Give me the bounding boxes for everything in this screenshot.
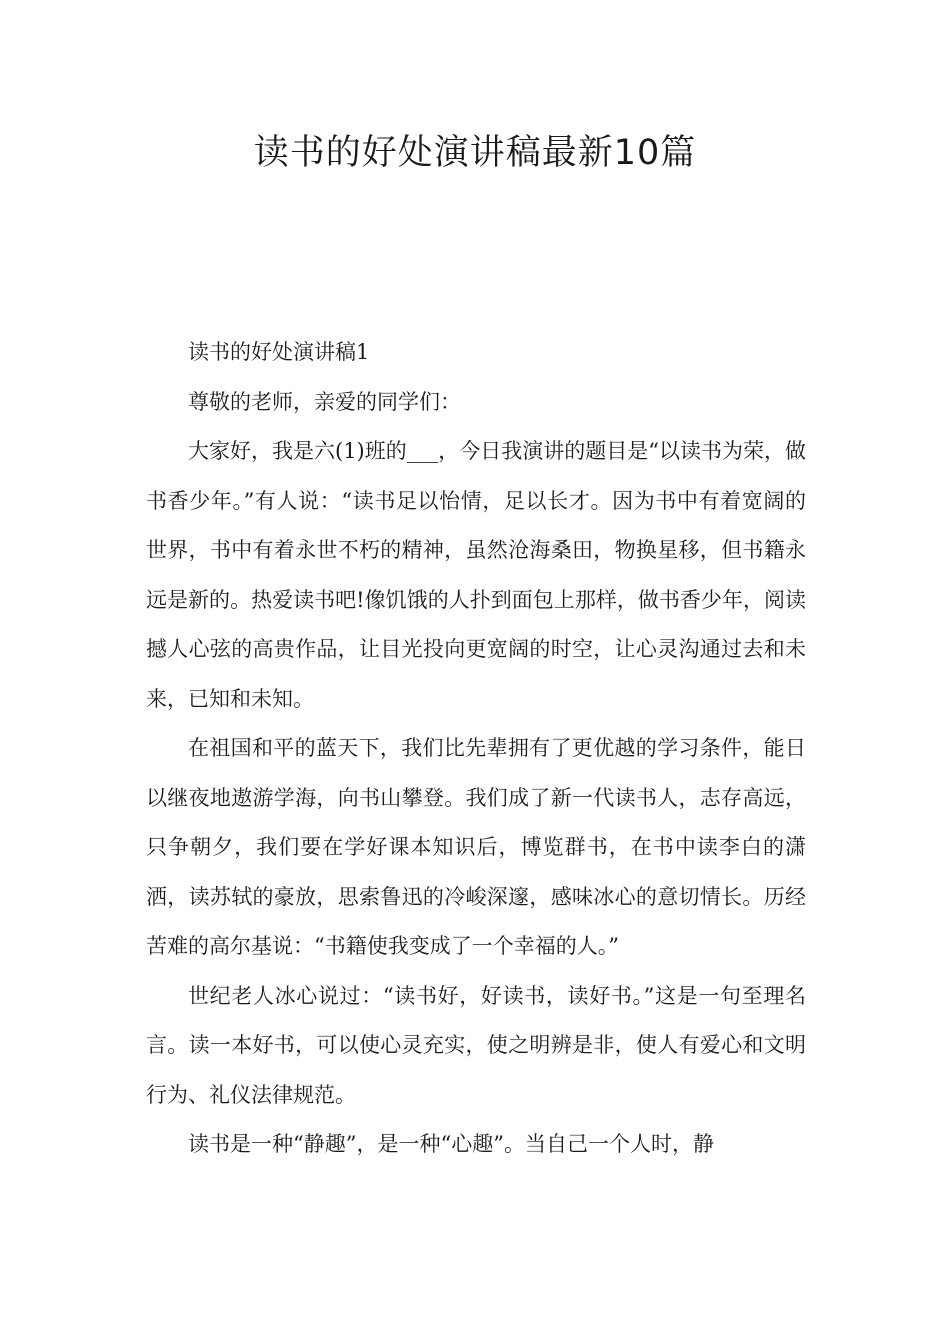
body-paragraph: 读书是一种“静趣”，是一种“心趣”。当自己一个人时，静 bbox=[188, 1132, 714, 1156]
body-paragraph: 大家好，我是六(1)班的___，今日我演讲的题目是“以读书为荣，做书香少年。”有人说：“读书足以怡情，足以长才。因为书中有着宽阔的世界，书中有着永世不朽的精神，虽然沧海桑田，物换星移，但书籍永远是新的。热爱读书吧!像饥饿的人扑到面包上那样，做书香少年，阅读撼人心弦的高贵作品，让目光投向更宽阔的时空，让心灵沟通过去和未来，已知和未知。 bbox=[146, 439, 806, 711]
salutation: 尊敬的老师，亲爱的同学们： bbox=[188, 389, 461, 414]
section-heading: 读书的好处演讲稿1 bbox=[188, 340, 370, 364]
body-paragraph: 在祖国和平的蓝天下，我们比先辈拥有了更优越的学习条件，能日以继夜地遨游学海，向书山攀登。我们成了新一代读书人，志存高远，只争朝夕，我们要在学好课本知识后，博览群书，在书中读李白的潇洒，读苏轼的豪放，思索鲁迅的冷峻深邃，感味冰心的意切情长。历经苦难的高尔基说：“书籍使我变成了一个幸福的人。” bbox=[146, 736, 806, 958]
body-paragraph: 世纪老人冰心说过：“读书好，好读书，读好书。”这是一句至理名言。读一本好书，可以使心灵充实，使之明辨是非，使人有爱心和文明行为、礼仪法律规范。 bbox=[146, 983, 806, 1107]
document-body bbox=[146, 328, 806, 1170]
document-title: 读书的好处演讲稿最新10篇 bbox=[253, 133, 697, 173]
